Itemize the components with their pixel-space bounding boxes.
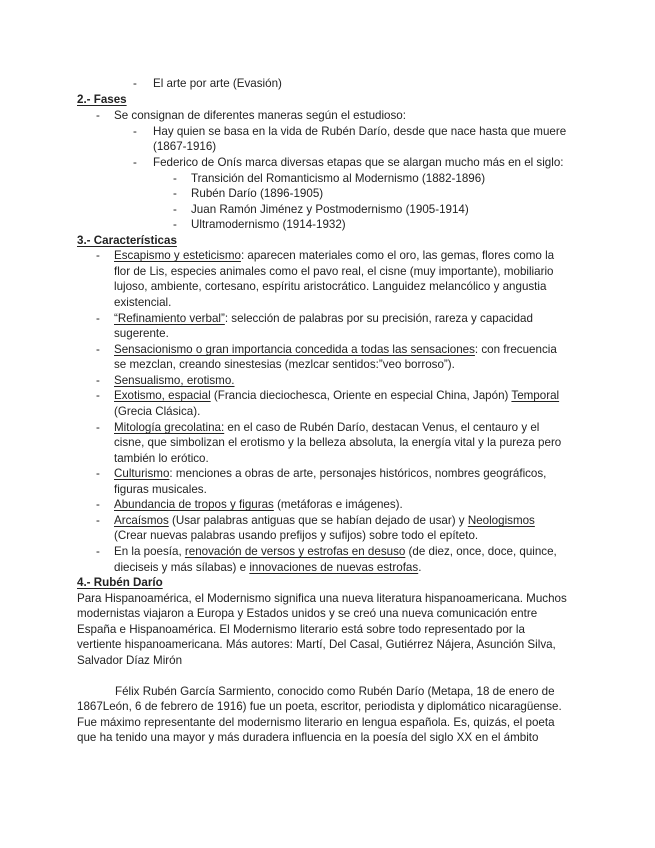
term: Neologismos <box>467 514 535 527</box>
characteristic-continuation: figuras musicales. <box>114 483 207 496</box>
term: innovaciones de nuevas estrofas <box>249 561 419 574</box>
characteristic-item: Abundancia de tropos y figuras (metáforas e imágenes). <box>114 498 403 511</box>
stage-item: Ultramodernismo (1914-1932) <box>191 218 346 231</box>
term: Exotismo, espacial <box>114 389 211 402</box>
characteristic-continuation: flor de Lis, especies animales como el pavo real, el cisne (muy importante), mobiliario <box>114 265 554 278</box>
term: “Refinamiento verbal” <box>114 312 225 325</box>
list-item: El arte por arte (Evasión) <box>153 77 282 90</box>
paragraph-line: España e Hispanoamérica. El Modernismo literario está sobre todo representado por la <box>77 623 525 636</box>
bullet-dash: - <box>173 203 177 216</box>
paragraph-line: Fue máximo representante del modernismo literario en lengua española. Es, quizás, el poeta <box>77 716 555 729</box>
term: Arcaísmos <box>114 514 169 527</box>
bullet-dash: - <box>96 343 100 356</box>
bullet-dash: - <box>173 172 177 185</box>
characteristic-item: Mitología grecolatina: en el caso de Rubén Darío, destacan Venus, el centauro y el <box>114 421 540 434</box>
bullet-dash: - <box>133 77 137 90</box>
paragraph-line: modernistas viajaron a Europa y Estados unidos y se creó una nueva comunicación entre <box>77 607 538 620</box>
characteristic-continuation: dieciseis y más sílabas) e innovaciones de nuevas estrofas. <box>114 561 422 574</box>
term: Culturismo <box>114 467 170 480</box>
characteristic-continuation: (Grecia Clásica). <box>114 405 201 418</box>
bullet-dash: - <box>133 156 137 169</box>
term: Temporal <box>511 389 560 402</box>
bullet-dash: - <box>96 545 100 558</box>
bullet-dash: - <box>96 421 100 434</box>
stage-item: Rubén Darío (1896-1905) <box>191 187 324 200</box>
list-item-continuation: (1867-1916) <box>153 140 217 153</box>
bullet-dash: - <box>173 218 177 231</box>
characteristic-continuation: existencial. <box>114 296 172 309</box>
section-heading-caracteristicas: 3.- Características <box>77 234 177 247</box>
paragraph-line: Para Hispanoamérica, el Modernismo significa una nueva literatura hispanoamericana. Muchos <box>77 592 567 605</box>
characteristic-continuation: se mezclan, creando sinestesias (mezlcar sentidos:”veo borroso”). <box>114 358 455 371</box>
bullet-dash: - <box>96 514 100 527</box>
characteristic-continuation: (Crear nuevas palabras usando prefijos y sufijos) sobre todo el epíteto. <box>114 529 479 542</box>
characteristic-item: Sensacionismo o gran importancia concedida a todas las sensaciones: con frecuencia <box>114 343 557 356</box>
characteristic-continuation: lujoso, ambiente, cortesano, espíritu aristocrático. Languidez melancólico y angustia <box>114 280 547 293</box>
characteristic-continuation: también lo erótico. <box>114 452 209 465</box>
characteristic-item: Arcaísmos (Usar palabras antiguas que se habían dejado de usar) y Neologismos <box>114 514 535 527</box>
characteristic-item: “Refinamiento verbal”: selección de palabras por su precisión, rareza y capacidad <box>114 312 533 325</box>
bullet-dash: - <box>96 312 100 325</box>
stage-item: Transición del Romanticismo al Modernismo (1882-1896) <box>191 172 486 185</box>
section-heading-fases: 2.- Fases <box>77 93 127 106</box>
characteristic-continuation: sugerente. <box>114 327 169 340</box>
bullet-dash: - <box>96 498 100 511</box>
stage-item: Juan Ramón Jiménez y Postmodernismo (1905-1914) <box>191 203 469 216</box>
term: Abundancia de tropos y figuras <box>114 498 274 511</box>
bullet-dash: - <box>96 389 100 402</box>
term: Sensacionismo o gran importancia concedida a todas las sensaciones <box>114 343 475 356</box>
bullet-dash: - <box>96 467 100 480</box>
bullet-dash: - <box>173 187 177 200</box>
characteristic-continuation: cisne, que simbolizan el erotismo y la belleza absoluta, la energía vital y la pureza pero <box>114 436 562 449</box>
paragraph-line: que ha tenido una mayor y más duradera influencia en la poesía del siglo XX en el ámbito <box>77 731 539 744</box>
characteristic-item: En la poesía, renovación de versos y estrofas en desuso (de diez, once, doce, quince, <box>114 545 557 558</box>
characteristic-item: Exotismo, espacial (Francia dieciochesca, Oriente en especial China, Japón) Temporal <box>114 389 560 402</box>
paragraph-line: 1867León, 6 de febrero de 1916) fue un poeta, escritor, periodista y diplomático nicaragüense. <box>77 700 562 713</box>
term: renovación de versos y estrofas en desuso <box>184 545 406 558</box>
term: Escapismo y esteticismo <box>114 249 241 262</box>
bullet-dash: - <box>96 249 100 262</box>
term: Mitología grecolatina: <box>114 421 225 434</box>
list-item: Se consignan de diferentes maneras según el estudioso: <box>114 109 406 122</box>
list-item: Hay quien se basa en la vida de Rubén Darío, desde que nace hasta que muere <box>153 125 567 138</box>
characteristic-item: Escapismo y esteticismo: aparecen materiales como el oro, las gemas, flores como la <box>114 249 555 262</box>
paragraph-line: Salvador Díaz Mirón <box>77 654 183 667</box>
section-heading-ruben-dario: 4.- Rubén Darío <box>77 576 163 589</box>
paragraph-line: Félix Rubén García Sarmiento, conocido como Rubén Darío (Metapa, 18 de enero de <box>115 685 555 698</box>
list-item: Federico de Onís marca diversas etapas que se alargan mucho más en el siglo: <box>153 156 564 169</box>
characteristic-item: Culturismo: menciones a obras de arte, personajes históricos, nombres geográficos, <box>114 467 547 480</box>
term: Sensualismo, erotismo. <box>114 374 235 387</box>
bullet-dash: - <box>96 109 100 122</box>
bullet-dash: - <box>96 374 100 387</box>
characteristic-item <box>114 373 235 388</box>
bullet-dash: - <box>133 125 137 138</box>
paragraph-line: vertiente hispanoamericana. Más autores: Martí, Del Casal, Gutiérrez Nájera, Asunción Silva, <box>77 638 556 651</box>
